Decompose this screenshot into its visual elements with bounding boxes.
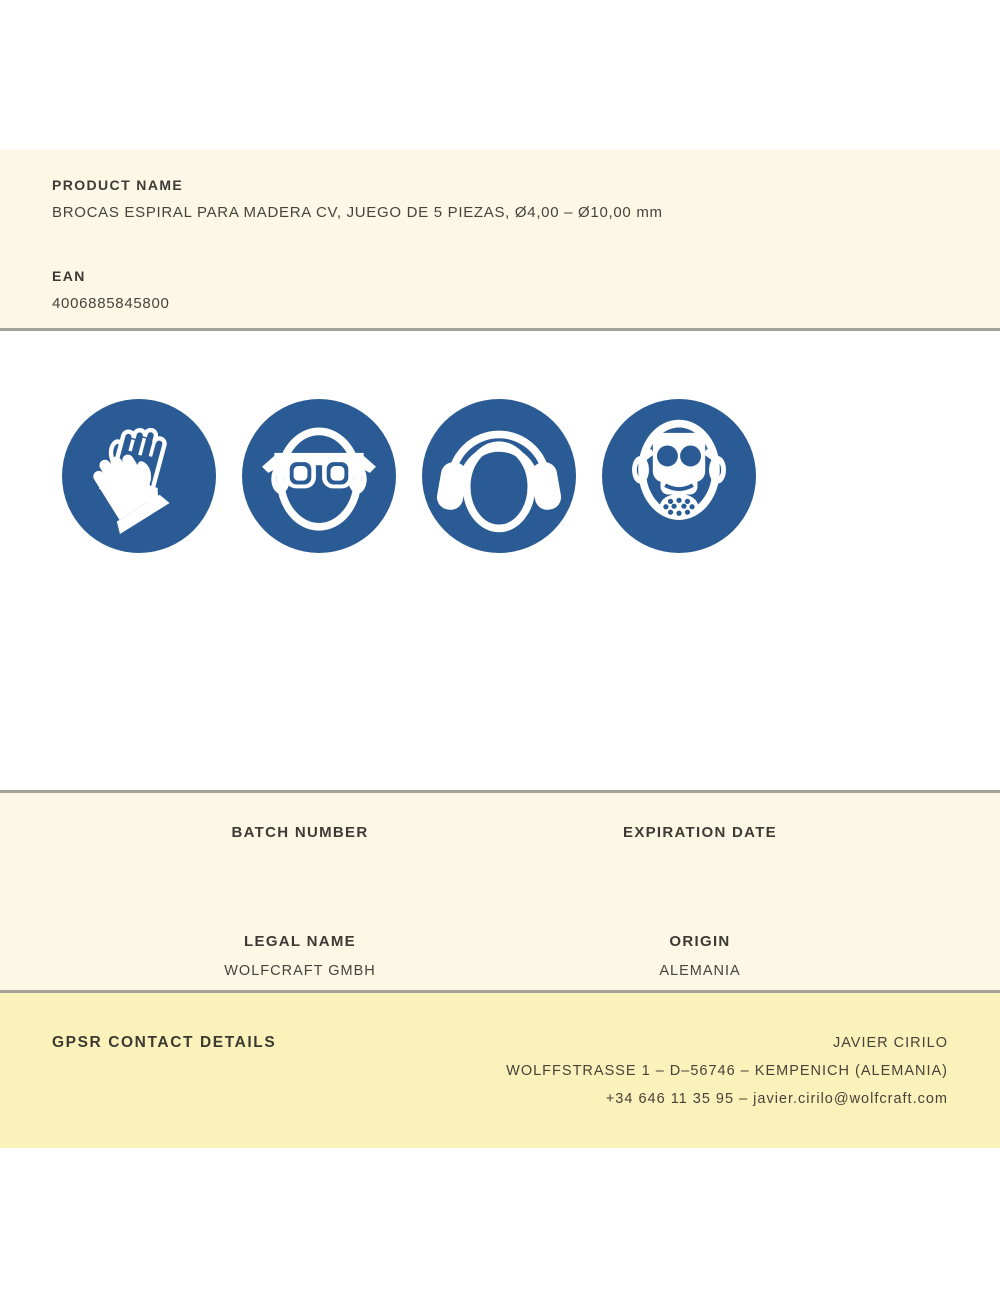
expiration-date-field xyxy=(500,823,900,872)
legal-name-field xyxy=(100,932,500,981)
product-name-label: PRODUCT NAME xyxy=(52,177,184,193)
batch-number-field xyxy=(100,823,500,872)
legal-name-label: LEGAL NAME xyxy=(244,933,356,950)
wear-respiratory-protection-icon xyxy=(602,399,756,553)
legal-name-value: WOLFCRAFT GMBH xyxy=(224,963,376,979)
product-name-value: BROCAS ESPIRAL PARA MADERA CV, JUEGO DE 5 PIEZAS, Ø4,00 – Ø10,00 mm xyxy=(52,204,663,221)
contact-address: WOLFFSTRASSE 1 – D–56746 – KEMPENICH (ALEMANIA) xyxy=(506,1063,948,1079)
gpsr-contact-block xyxy=(506,1029,948,1113)
expiration-date-value xyxy=(500,853,900,872)
wear-ear-protection-icon xyxy=(422,399,576,553)
origin-label: ORIGIN xyxy=(669,933,731,950)
batch-number-value xyxy=(100,853,500,872)
ean-label: EAN xyxy=(52,268,86,284)
product-section xyxy=(0,150,1000,331)
gpsr-contact-label: GPSR CONTACT DETAILS xyxy=(52,1034,277,1051)
contact-name: JAVIER CIRILO xyxy=(832,1035,948,1051)
ean-value: 4006885845800 xyxy=(52,295,170,312)
batch-number-label: BATCH NUMBER xyxy=(231,824,369,841)
origin-field xyxy=(500,932,900,981)
origin-value: ALEMANIA xyxy=(659,963,741,979)
gpsr-contact-section xyxy=(0,990,1000,1148)
expiration-date-label: EXPIRATION DATE xyxy=(623,824,777,841)
contact-phone-email: +34 646 11 35 95 – javier.cirilo@wolfcraft.com xyxy=(605,1091,948,1107)
details-section xyxy=(0,790,1000,990)
safety-pictograms-row xyxy=(62,399,756,553)
wear-eye-protection-icon xyxy=(242,399,396,553)
